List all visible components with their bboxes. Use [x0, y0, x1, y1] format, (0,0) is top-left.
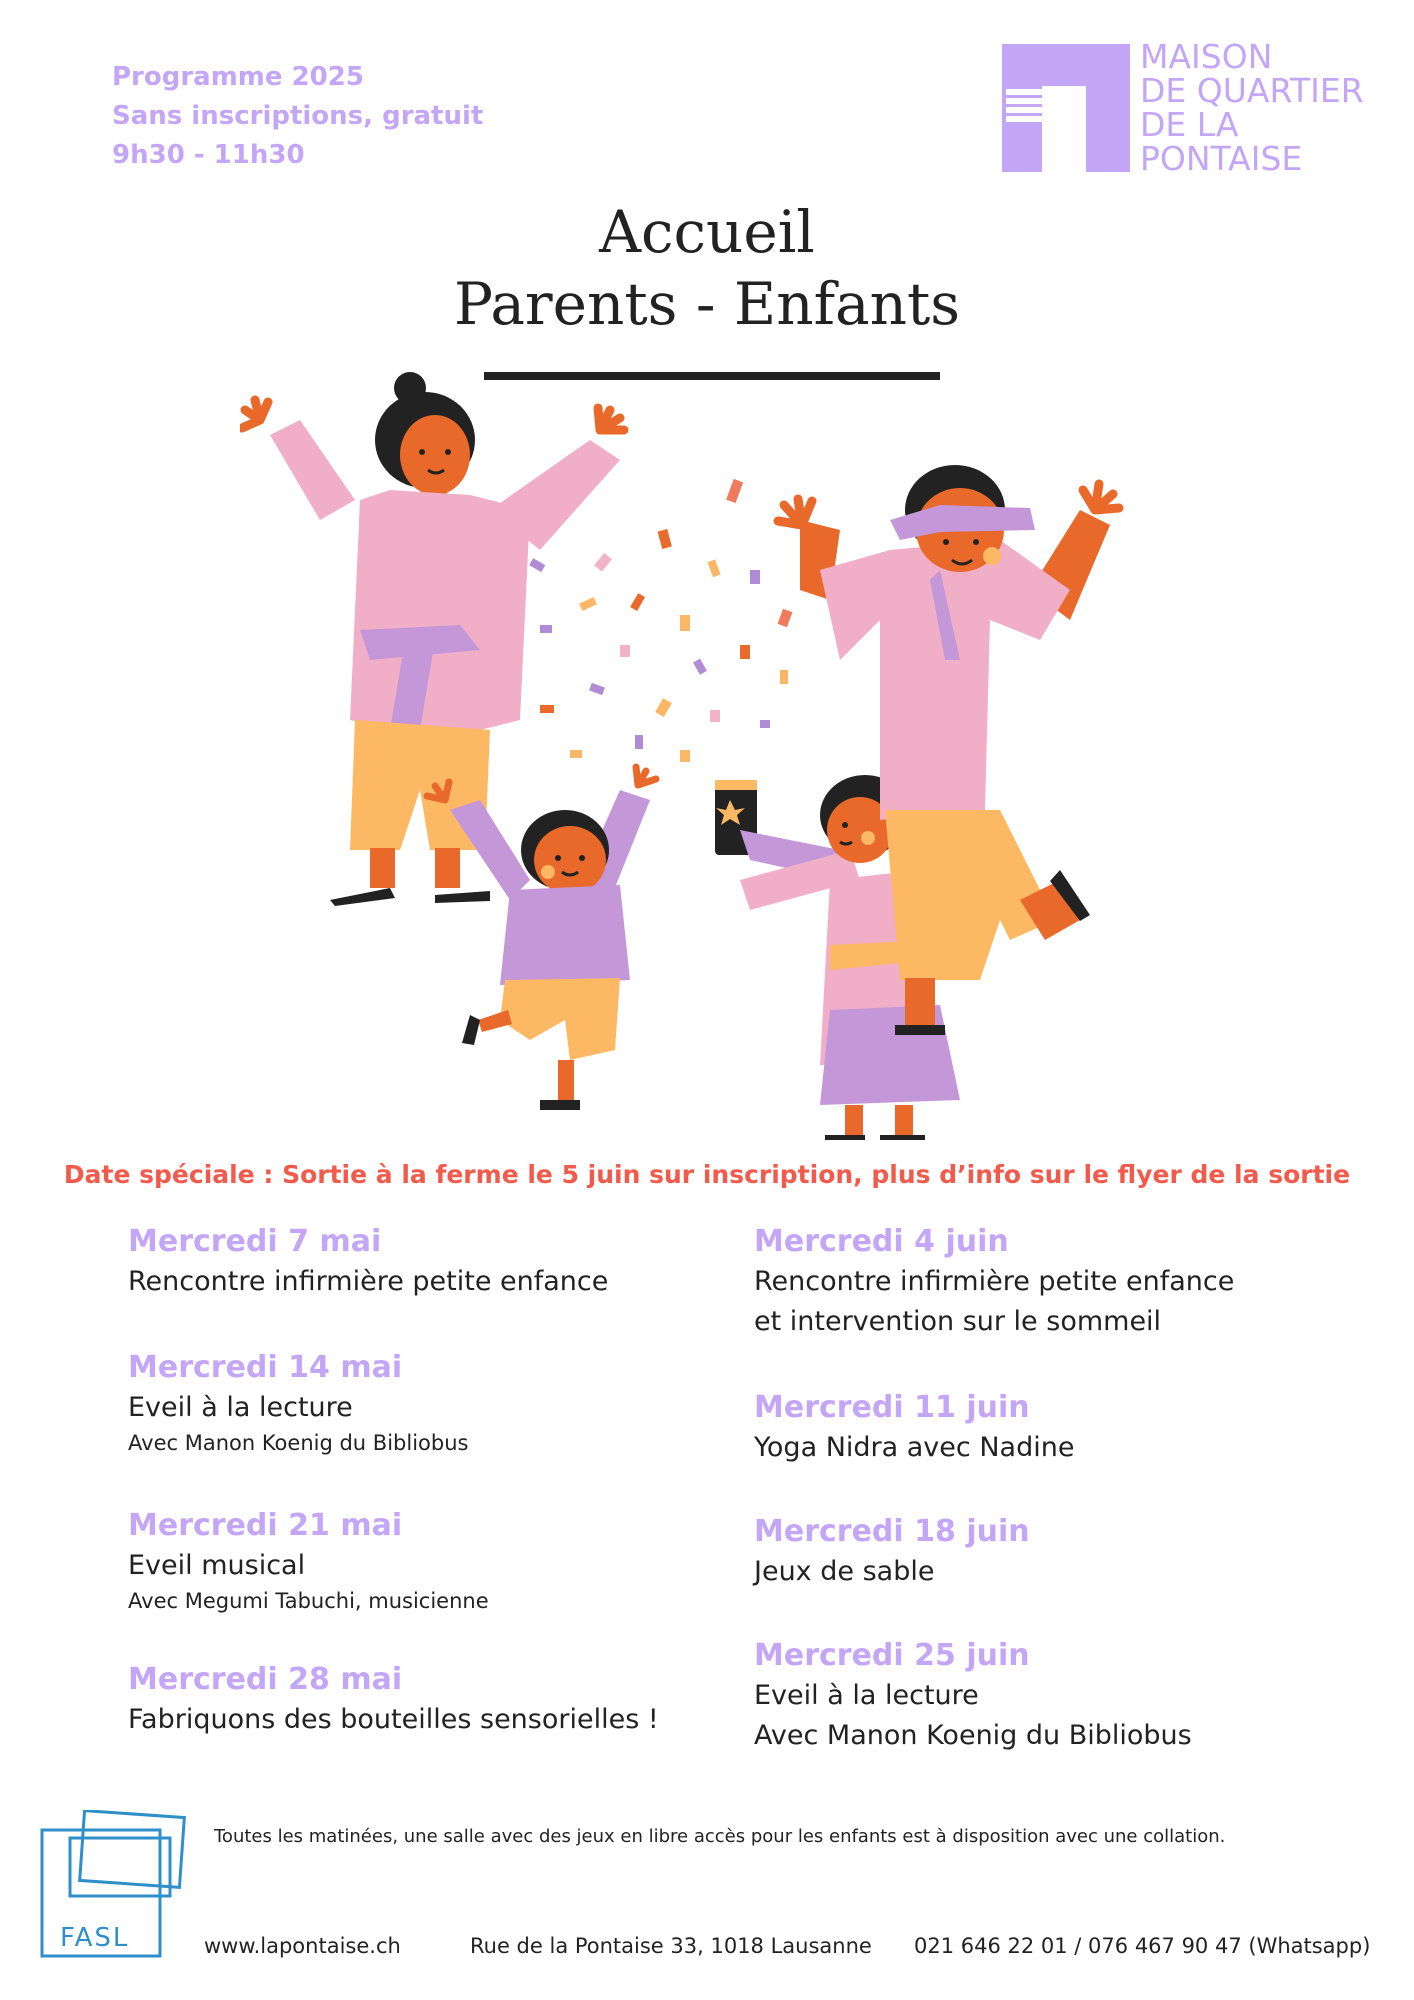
address: Rue de la Pontaise 33, 1018 Lausanne	[470, 1934, 872, 1958]
event-item	[754, 1388, 1374, 1468]
event-date: Mercredi 25 juin	[754, 1638, 1030, 1673]
logo-line-3: DE LA	[1140, 105, 1239, 144]
event-date: Mercredi 7 mai	[128, 1224, 382, 1259]
logo-line-1: MAISON	[1140, 37, 1273, 76]
event-title: Yoga Nidra avec Nadine	[754, 1432, 1075, 1463]
event-title: Eveil à la lecture	[128, 1392, 353, 1423]
event-item	[128, 1506, 748, 1616]
event-date: Mercredi 4 juin	[754, 1224, 1009, 1259]
event-item	[128, 1348, 748, 1458]
boy-figure-icon	[427, 767, 656, 1110]
event-title-cont: et intervention sur le sommeil	[754, 1306, 1162, 1337]
logo-text	[1140, 37, 1364, 178]
logo-line-4: PONTAISE	[1140, 139, 1303, 178]
special-date-notice: Date spéciale : Sortie à la ferme le 5 juin sur inscription, plus d’info sur le flyer de la sortie	[63, 1160, 1351, 1189]
event-date: Mercredi 28 mai	[128, 1662, 403, 1697]
program-hours: 9h30 - 11h30	[112, 140, 305, 170]
event-item	[128, 1222, 748, 1302]
logo-door-shape	[1042, 86, 1086, 172]
event-title: Rencontre infirmière petite enfance	[754, 1266, 1235, 1297]
confetti-icon	[529, 479, 792, 762]
event-title: Eveil à la lecture	[754, 1680, 979, 1711]
program-year: Programme 2025	[112, 62, 364, 92]
website-link[interactable]: www.lapontaise.ch	[204, 1934, 401, 1958]
event-title-cont: Avec Manon Koenig du Bibliobus	[754, 1720, 1192, 1751]
title-line-1: Accueil	[599, 198, 815, 266]
event-item	[754, 1512, 1374, 1592]
event-date: Mercredi 18 juin	[754, 1514, 1030, 1549]
family-celebration-illustration	[240, 360, 1140, 1140]
title-line-2: Parents - Enfants	[453, 270, 961, 338]
event-title: Rencontre infirmière petite enfance	[128, 1266, 609, 1297]
event-title: Eveil musical	[128, 1550, 306, 1581]
event-subtitle: Avec Megumi Tabuchi, musicienne	[128, 1589, 489, 1613]
event-date: Mercredi 14 mai	[128, 1350, 403, 1385]
footer-note: Toutes les matinées, une salle avec des jeux en libre accès pour les enfants est à disposition avec une collation.	[214, 1826, 1226, 1847]
event-item	[128, 1660, 748, 1740]
phone-numbers: 021 646 22 01 / 076 467 90 47 (Whatsapp)	[914, 1934, 1371, 1958]
event-date: Mercredi 11 juin	[754, 1390, 1030, 1425]
page-title	[0, 196, 1414, 340]
fasl-label: FASL	[60, 1923, 130, 1953]
program-info	[112, 58, 483, 175]
event-title: Fabriquons des bouteilles sensorielles !	[128, 1704, 659, 1735]
event-subtitle: Avec Manon Koenig du Bibliobus	[128, 1431, 469, 1455]
event-title: Jeux de sable	[754, 1556, 935, 1587]
logo-line-2: DE QUARTIER	[1140, 71, 1364, 110]
maison-quartier-logo-icon	[1002, 44, 1130, 172]
event-date: Mercredi 21 mai	[128, 1508, 403, 1543]
logo-steps-shape	[1006, 86, 1042, 122]
event-item	[754, 1636, 1374, 1756]
program-registration: Sans inscriptions, gratuit	[112, 101, 484, 131]
event-item	[754, 1222, 1374, 1342]
fasl-logo-icon	[40, 1810, 190, 1960]
